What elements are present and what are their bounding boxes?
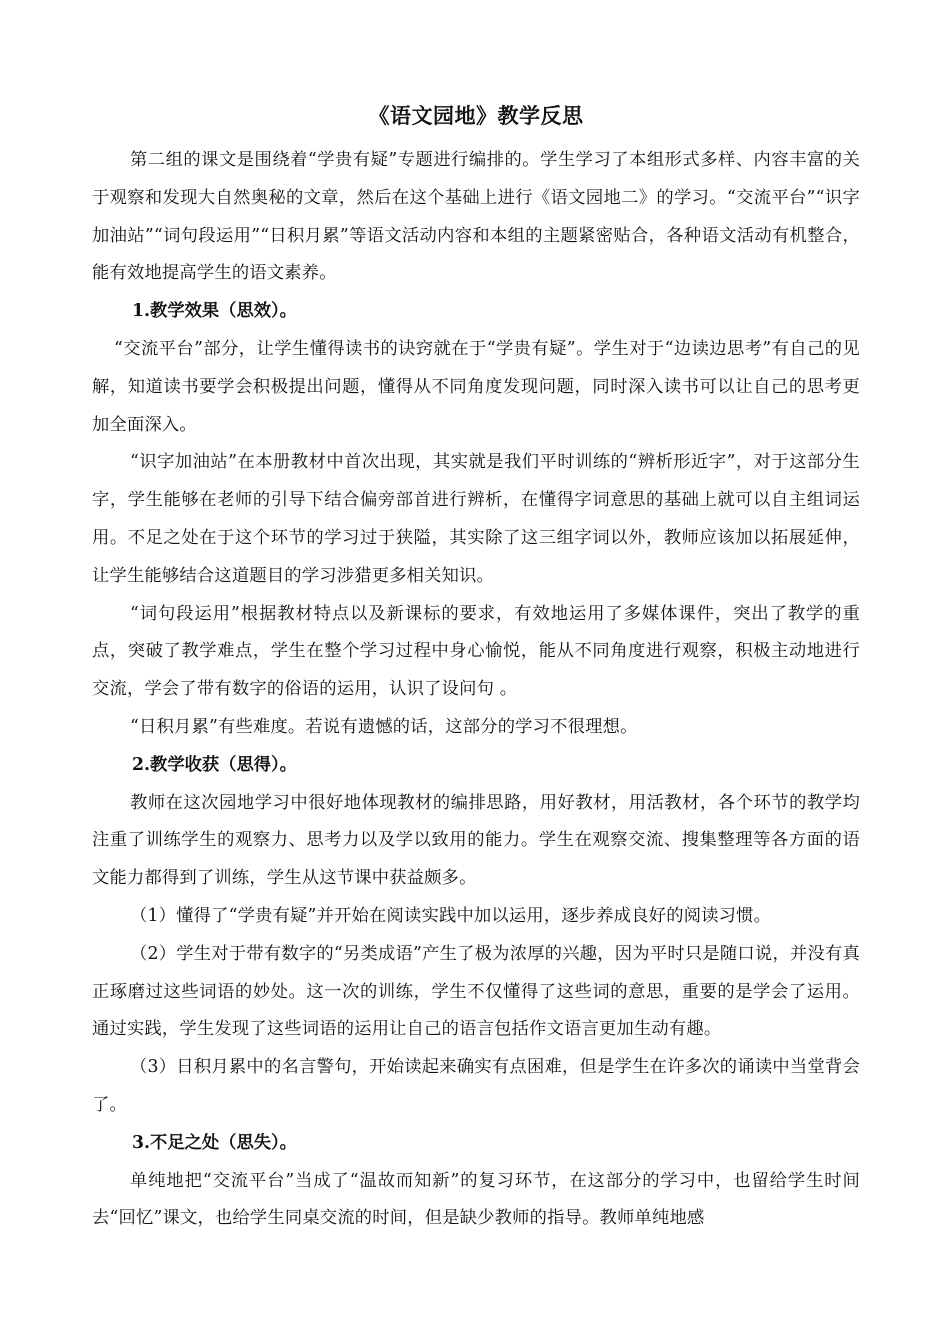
document-page (92, 96, 860, 1238)
list-item-gain-2: （2）学生对于带有数字的“另类成语”产生了极为浓厚的兴趣，因为平时只是随口说，并没有真正琢磨过这些词语的妙处。这一次的训练，学生不仅懂得了这些词的意思，重要的是学会了运用。通过实践，学生发现了这些词语的运用让自己的语言包括作文语言更加生动有趣。 (92, 943, 860, 1040)
list-item-gain-3: （3）日积月累中的名言警句，开始读起来确实有点困难，但是学生在许多次的诵读中当堂背会了。 (92, 1057, 860, 1115)
section-heading-effect: 1.教学效果（思效）。 (132, 301, 297, 322)
section-heading-shortcomings: 3.不足之处（思失）。 (132, 1132, 297, 1153)
paragraph-literacy-station: “识字加油站”在本册教材中首次出现，其实就是我们平时训练的“辨析形近字”，对于这部分生字，学生能够在老师的引导下结合偏旁部首进行辨析，在懂得字词意思的基础上就可以自主组词运用。不足之处在于这个环节的学习过于狭隘，其实除了这三组字词以外，教师应该加以拓展延伸，让学生能够结合这道题目的学习涉猎更多相关知识。 (92, 452, 860, 586)
list-item-gain-1: （1）懂得了“学贵有疑”并开始在阅读实践中加以运用，逐步养成良好的阅读习惯。 (130, 905, 772, 926)
section-heading-gains: 2.教学收获（思得）。 (132, 754, 297, 775)
paragraph-daily-accumulation: “日积月累”有些难度。若说有遗憾的话，这部分的学习不很理想。 (130, 716, 638, 737)
paragraph-exchange-platform: “交流平台”部分，让学生懂得读书的诀窍就在于“学贵有疑”。学生对于“边读边思考”有自己的见解，知道读书要学会积极提出问题，懂得从不同角度发现问题，同时深入读书可以让自己的思考更加全面深入。 (92, 338, 860, 435)
paragraph-teacher-gains: 教师在这次园地学习中很好地体现教材的编排思路，用好教材，用活教材，各个环节的教学均注重了训练学生的观察力、思考力以及学以致用的能力。学生在观察交流、搜集整理等各方面的语文能力都得到了训练，学生从这节课中获益颇多。 (92, 792, 860, 889)
paragraph-word-sentence-use: “词句段运用”根据教材特点以及新课标的要求，有效地运用了多媒体课件，突出了教学的重点，突破了教学难点，学生在整个学习过程中身心愉悦，能从不同角度进行观察，积极主动地进行交流，学会了带有数字的俗语的运用，认识了设问句 。 (92, 603, 860, 700)
document-title: 《语文园地》教学反思 (368, 103, 584, 128)
intro-paragraph: 第二组的课文是围绕着“学贵有疑”专题进行编排的。学生学习了本组形式多样、内容丰富的关于观察和发现大自然奥秘的文章，然后在这个基础上进行《语文园地二》的学习。“交流平台”“识字加油站”“词句段运用”“日积月累”等语文活动内容和本组的主题紧密贴合，各种语文活动有机整合，能有效地提高学生的语文素养。 (92, 150, 860, 284)
paragraph-shortcomings: 单纯地把“交流平台”当成了“温故而知新”的复习环节，在这部分的学习中，也留给学生时间去“回忆”课文，也给学生同桌交流的时间，但是缺少教师的指导。教师单纯地感 (92, 1170, 860, 1229)
